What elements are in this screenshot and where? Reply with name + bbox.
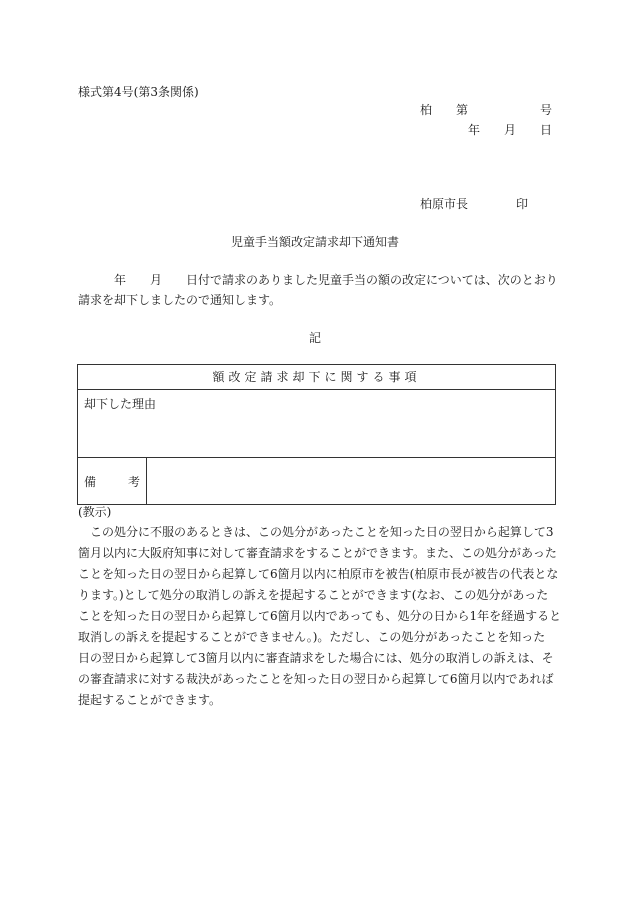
- document-title: 児童手当額改定請求却下通知書: [230, 235, 399, 249]
- seal-mark: 印: [516, 197, 529, 211]
- signer-title: 柏原市長: [420, 197, 469, 211]
- instruction-line: この処分に不服のあるときは、この処分があったことを知った日の翌日から起算して3: [78, 525, 554, 539]
- date-year: 年: [468, 123, 481, 137]
- notice-body: [78, 270, 558, 310]
- ki-mark: 記: [308, 331, 321, 345]
- ref-prefix: 柏: [420, 103, 433, 117]
- body-line1: 日付で請求のありました児童手当の額の改定については、次のとおり: [186, 273, 558, 287]
- body-line2: 請求を却下しましたので通知します。: [78, 293, 282, 307]
- remarks-value: [147, 458, 555, 504]
- ref-go: 号: [540, 103, 553, 117]
- instruction-line: ことを知った日の翌日から起算して6箇月以内であっても、処分の日から1年を経過すると: [78, 609, 562, 623]
- date-month: 月: [504, 123, 517, 137]
- remarks-label-2: 考: [127, 474, 140, 489]
- date-day: 日: [540, 123, 553, 137]
- instruction-text: [78, 522, 562, 711]
- body-month: 月: [150, 273, 163, 287]
- instruction-line: ります。)として処分の取消しの訴えを提起することができます(なお、この処分があった: [78, 588, 549, 602]
- table-header: 額改定請求却下に関する事項: [78, 365, 555, 390]
- form-number: 様式第4号(第3条関係): [78, 85, 199, 99]
- ref-dai: 第: [456, 103, 469, 117]
- instruction-heading: (教示): [78, 505, 112, 519]
- body-year: 年: [114, 273, 127, 287]
- remarks-row: [78, 458, 555, 504]
- instruction-line: 提起することができます。: [78, 693, 222, 707]
- instruction-line: の審査請求に対する裁決があったことを知った日の翌日から起算して6箇月以内であれば: [78, 672, 554, 686]
- instruction-line: 日の翌日から起算して3箇月以内に審査請求をした場合には、処分の取消しの訴えは、そ: [78, 651, 554, 665]
- remarks-label-1: 備: [84, 474, 97, 489]
- remarks-label: [78, 458, 147, 504]
- instruction-line: 取消しの訴えを提起することができません。)。ただし、この処分があったことを知った: [78, 630, 546, 644]
- rejection-table: [77, 364, 556, 505]
- instruction-line: 箇月以内に大阪府知事に対して審査請求をすることができます。また、この処分があった: [78, 546, 557, 560]
- instruction-line: ことを知った日の翌日から起算して6箇月以内に柏原市を被告(柏原市長が被告の代表とな: [78, 567, 559, 581]
- reason-cell: [78, 390, 555, 458]
- reason-label: 却下した理由: [84, 397, 157, 411]
